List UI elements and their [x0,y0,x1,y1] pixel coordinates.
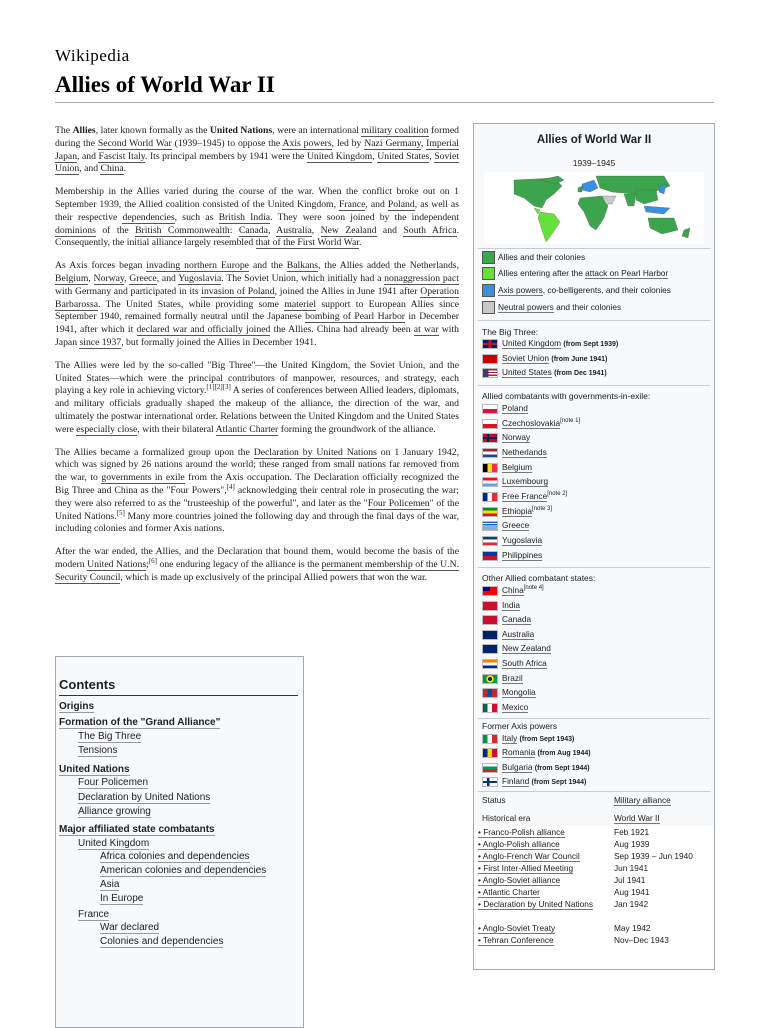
bold-term-united-nations: United Nations [209,125,273,136]
text: of the [95,224,136,236]
link-balkans[interactable]: Balkans [286,260,318,272]
event-date: Aug 1941 [614,887,650,897]
toc-item-four-policemen[interactable]: Four Policemen [78,777,149,788]
link-british-commonwealth[interactable]: British Commonwealth [135,224,230,236]
toc-item-united-kingdom[interactable]: United Kingdom [78,838,150,849]
text: . They were soon joined by the independent [270,211,460,223]
toc-item-origins[interactable]: Origins [59,701,95,712]
event-date: Aug 1939 [614,839,650,849]
text: " of the United Nations. [55,497,459,522]
link-canada[interactable]: Canada [238,224,268,236]
link-operation-barbarossa[interactable]: Operation Barbarossa [55,285,459,310]
poland-flag-icon [482,404,498,414]
legend-label: Allies and their colonies [498,252,586,262]
link-nonaggression-pact[interactable]: nonaggression pact [384,272,459,284]
link-yugoslavia[interactable]: Yugoslavia [178,272,222,284]
legend-label: Axis powers, co-belligerents, and their colonies [498,285,671,295]
toc-item-alliance-growing[interactable]: Alliance growing [78,806,151,817]
legend-label: Allies entering after the attack on Pearl Harbor [498,268,669,278]
toc-item-formation[interactable]: Formation of the "Grand Alliance" [59,717,221,728]
text: the Allies. China had already been [270,324,414,336]
world-map-image[interactable] [484,172,704,244]
event-link[interactable]: • Declaration by United Nations [478,899,593,909]
text: As Axis forces began [55,260,147,272]
paragraph-big-three [55,360,459,437]
event-date: Feb 1921 [614,827,650,837]
new-zealand-flag-icon [482,644,498,654]
india-flag-icon [482,601,498,611]
link-especially-close[interactable]: especially close [76,423,138,435]
text: The Allies were led by the so-called "Big Three"—the United Kingdom, the Soviet Union, and the United States—which were the principal contributors of manpower, resources, and strategy, each playing a key role in achieving victory. [55,359,459,397]
event-link[interactable]: • Franco-Polish alliance [478,827,565,837]
text: one enduring legacy of the alliance is the [156,558,322,570]
text: , and [79,163,101,175]
text: . [123,163,127,175]
link-new-zealand[interactable]: New Zealand [320,224,377,236]
greece-flag-icon [482,521,498,531]
toc-item-big-three[interactable]: The Big Three [78,731,142,742]
link-declared-war[interactable]: declared war and officially joined [136,324,271,336]
paragraph-intro [55,125,459,176]
link-greece[interactable]: Greece [129,272,157,284]
link-australia[interactable]: Australia [276,224,312,236]
link-south-africa[interactable]: South Africa [403,224,457,236]
paragraph-membership [55,186,459,250]
australia-flag-icon [482,630,498,640]
link-second-world-war[interactable]: Second World War [97,137,172,149]
event-date: Jan 1942 [614,899,649,909]
event-link[interactable]: • Tehran Conference [478,935,554,945]
link-imperial-japan[interactable]: Imperial Japan [55,137,459,162]
text: , joined the Allies in June 1941 after [274,285,421,297]
south-africa-flag-icon [482,659,498,669]
event-link[interactable]: • First Inter-Allied Meeting [478,863,574,873]
link-axis-powers[interactable]: Axis powers [282,137,332,149]
text: , [267,224,277,236]
reference-link[interactable]: [6] [148,556,157,565]
text: , as well as their respective [55,198,459,223]
event-link[interactable]: • Anglo-Soviet Treaty [478,923,556,933]
text: (1939–1945) to oppose the [171,137,283,149]
event-link[interactable]: • Atlantic Charter [478,887,540,897]
toc-item-tensions[interactable]: Tensions [78,745,118,756]
ussr-flag-icon [482,354,498,364]
toc-item-asia[interactable]: Asia [100,879,120,890]
text: Membership in the Allies varied during the course of the war. When the conflict broke out on 1 September 1939, the Allied coalition consisted of the United Kingdom, [55,186,459,210]
link-at-war[interactable]: at war [413,324,439,336]
link-first-world-war[interactable]: that of the First World War [255,237,359,249]
bulgaria-flag-icon [482,763,498,773]
toc-divider [59,695,298,696]
france-flag-icon [482,492,498,502]
wikipedia-logo[interactable]: Wikipedia [55,46,130,65]
uk-flag-icon [482,339,498,349]
link-nazi-germany[interactable]: Nazi Germany [364,137,421,149]
link-neutral-powers[interactable]: Neutral powers [498,302,554,312]
text: , and [365,198,388,210]
text: with Japan [55,324,460,348]
paragraph-formalized [55,447,459,537]
mexico-flag-icon [482,703,498,713]
section-heading-big-three: The Big Three: [482,327,539,337]
link-security-council[interactable]: permanent membership of the U.N. Security Council [55,558,460,583]
separator [478,718,710,719]
text: , [429,150,435,162]
text: : [229,224,239,236]
bold-term-allies: Allies [72,125,96,136]
link-china[interactable]: China [100,163,124,175]
separator [478,385,710,386]
text: , [372,150,378,162]
event-date: Jul 1941 [614,875,646,885]
ethiopia-flag-icon [482,507,498,517]
text: , [311,224,321,236]
text: , [124,272,130,284]
text: , later known formally as the [95,125,210,136]
legend-swatch [482,267,495,280]
toc-item-in-europe[interactable]: In Europe [100,893,144,904]
separator [478,791,710,792]
link-norway[interactable]: Norway [93,272,125,284]
link-governments-in-exile[interactable]: governments in exile [101,472,185,484]
luxembourg-flag-icon [482,477,498,487]
text: The [55,125,73,136]
yugoslavia-flag-icon [482,536,498,546]
text: forming the groundwork of the alliance. [278,423,436,435]
reference-link[interactable]: [4] [226,482,235,491]
toc-item-africa-colonies[interactable]: Africa colonies and dependencies [100,851,250,862]
text: . [358,237,362,249]
separator [478,567,710,568]
legend-swatch [482,284,495,297]
text: on 1 January 1942, which was signed by 26 nations around the world; these ranged from small nations far removed from the war, to [55,446,460,484]
link-since-1937[interactable]: since 1937 [79,336,122,348]
link-soviet-union[interactable]: Soviet Union [55,150,459,175]
text: and [376,224,404,236]
text: , the Allies added the Netherlands, [318,260,459,272]
text: , led by [331,137,365,149]
page-title: Allies of World War II [55,72,275,97]
link-poland[interactable]: Poland [387,198,415,210]
legend-swatch [482,301,495,314]
link-fascist-italy[interactable]: Fascist Italy [98,150,146,162]
table-of-contents [55,656,304,1028]
czechoslovakia-flag-icon [482,419,498,429]
china-flag-icon [482,586,498,596]
text: from the Axis occupation. The Declaration officially recognized the Big Three and China as the "Four Powers", [55,472,459,496]
toc-item-major-combatants[interactable]: Major affiliated state combatants [59,824,215,835]
title-divider [55,102,714,103]
reference-link[interactable]: [5] [116,508,125,517]
canada-flag-icon [482,615,498,625]
toc-item-american-colonies[interactable]: American colonies and dependencies [100,865,267,876]
text: , [420,137,427,149]
text: . The Soviet Union, which initially had a [221,272,385,284]
toc-item-united-nations[interactable]: United Nations [59,764,130,775]
netherlands-flag-icon [482,448,498,458]
link-dependencies[interactable]: dependencies [122,211,175,223]
link-united-nations[interactable]: United Nations [87,558,147,570]
section-heading-former-axis: Former Axis powers [482,721,558,731]
link-dominions[interactable]: dominions [55,224,96,236]
link-invading-northern-europe[interactable]: invading northern Europe [146,260,249,272]
text: . The United States, while providing some [98,298,285,310]
paragraph-axis-forces [55,260,459,350]
link-united-kingdom[interactable]: United Kingdom [306,150,373,162]
section-heading-exile: Allied combatants with governments-in-exile: [482,391,651,401]
brazil-flag-icon [482,674,498,684]
event-link[interactable]: • Anglo-Polish alliance [478,839,560,849]
section-heading-other: Other Allied combatant states: [482,573,596,583]
toc-title: Contents [59,677,116,692]
text: , which is made up exclusively of the principal Allied powers that won the war. [120,571,428,583]
link-belgium[interactable]: Belgium [55,272,89,284]
event-date: Jun 1941 [614,863,649,873]
text: , were an international [272,125,362,136]
text: . Its principal members by 1941 were the [145,150,307,162]
mongolia-flag-icon [482,688,498,698]
link-materiel[interactable]: materiel [284,298,317,310]
link-france[interactable]: France [339,198,366,210]
legend-swatch [482,251,495,264]
toc-item-war-declared[interactable]: War declared [100,922,160,933]
separator [478,320,710,321]
norway-flag-icon [482,433,498,443]
belgium-flag-icon [482,463,498,473]
event-link[interactable]: • Anglo-Soviet alliance [478,875,561,885]
text: , and [156,272,179,284]
text: formed during the [55,125,460,149]
infobox: Allies of World War II 1939–1945 Allies and their colonies Allies entering after the attack on Pearl Harbor Axis powers, co-belligerents, and their colonies Neutral powers and their colonies The Big Three: United Kingdom (from Sept 1939) Soviet Union (from June 1941) United States (from Dec 1941) Allied combatants with governments-in-exile: Poland Czechoslovakia[note 1] Norway Netherlands Belgium Luxembourg Free France[note 2] Ethiopia[note 3] Greece Yugoslavia Philippines Other Allied combatant states: China[note 4] India Canada Australia New Zealand South Africa Brazil Mongolia Mexico Former Axis powers Italy (from Sept 1943) Romania (from Aug 1944) Bulgaria (from Sept 1944) Finland (from Sept 1944) Status Military alliance Historical era World War II • Franco-Polish alliance Feb 1921 • Anglo-Polish alliance Aug 1939 • Anglo-French War Council Sep 1939 – Jun 1940 • First Inter-Allied Meeting Jun 1941 • Anglo-Soviet alliance Jul 1941 • Atlantic Charter Aug 1941 • Declaration by United Nations Jan 1942 • Anglo-Soviet Treaty May 1942 • Tehran Conference Nov–Dec 1943 [473,123,715,970]
paragraph-after-war [55,546,459,584]
text: After the war ended, the Allies, and the Declaration that bound them, would become the basis of the modern [55,546,459,570]
link-atlantic-charter[interactable]: Atlantic Charter [215,423,279,435]
era-value[interactable]: World War II [614,813,660,823]
text: , [88,272,94,284]
status-value[interactable]: Military alliance [614,795,671,805]
link-bombing-of-pearl-harbor[interactable]: bombing of Pearl Harbor [305,311,406,323]
text: support to European Allies since September 1940, remained formally neutral until the Japanese [55,298,459,323]
text: , and [77,150,99,162]
text: , but formally joined the Allies in December 1941. [121,336,317,348]
separator [478,248,710,249]
philippines-flag-icon [482,551,498,561]
toc-item-colonies-dependencies[interactable]: Colonies and dependencies [100,936,224,947]
us-flag-icon [482,368,498,378]
toc-item-declaration[interactable]: Declaration by United Nations [78,792,211,803]
link-united-states[interactable]: United States [377,150,430,162]
romania-flag-icon [482,748,498,758]
infobox-title: Allies of World War II [536,134,652,146]
reference-link[interactable]: [1][2][3] [206,383,231,392]
text: The Allies became a formalized group upon the [55,446,254,458]
legend-label: Neutral powers and their colonies [498,302,622,312]
link-declaration-by-united-nations[interactable]: Declaration by United Nations [253,446,377,458]
link-british-india[interactable]: British India [218,211,271,223]
event-link[interactable]: • Anglo-French War Council [478,851,580,861]
link-invasion-of-poland[interactable]: invasion of Poland [201,285,275,297]
text: , with their bilateral [137,423,216,435]
article-body [55,125,459,595]
link-axis-powers[interactable]: Axis powers [498,285,543,295]
text: in December 1941, after which it [55,311,460,336]
text: with Germany and participated in its [55,285,202,297]
text: A series of conferences between Allied leaders, diplomats, and military officials gradually shaped the makeup of the alliance, the direction of the war, and ultimately the postwar international order. Relations between the United Kingdom and the United States were [55,385,459,435]
status-label: Status [482,795,506,805]
event-date: May 1942 [614,923,651,933]
event-date: Sep 1939 – Jun 1940 [614,851,693,861]
era-label: Historical era [482,813,531,823]
infobox-years: 1939–1945 [572,158,616,168]
link-military-coalition[interactable]: military coalition [361,125,429,136]
text: and the [248,260,287,272]
finland-flag-icon [482,777,498,787]
toc-item-france[interactable]: France [78,909,110,920]
text: Many more countries joined the following day and through the final days of the war, including colonies and former Axis nations. [55,510,459,535]
italy-flag-icon [482,734,498,744]
link-attack-on-pearl-harbor[interactable]: attack on Pearl Harbor [585,268,669,278]
event-date: Nov–Dec 1943 [614,935,669,945]
text: . Consequently, the initial alliance largely resembled [55,224,459,249]
link-four-policemen[interactable]: Four Policemen [367,497,430,509]
text: , such as [174,211,219,223]
text: ; [146,558,149,570]
historical-events [474,826,714,969]
text: acknowledging their central role in prosecuting the war; they were also referred to as the "trusteeship of the powerful", and later as the " [55,484,459,509]
